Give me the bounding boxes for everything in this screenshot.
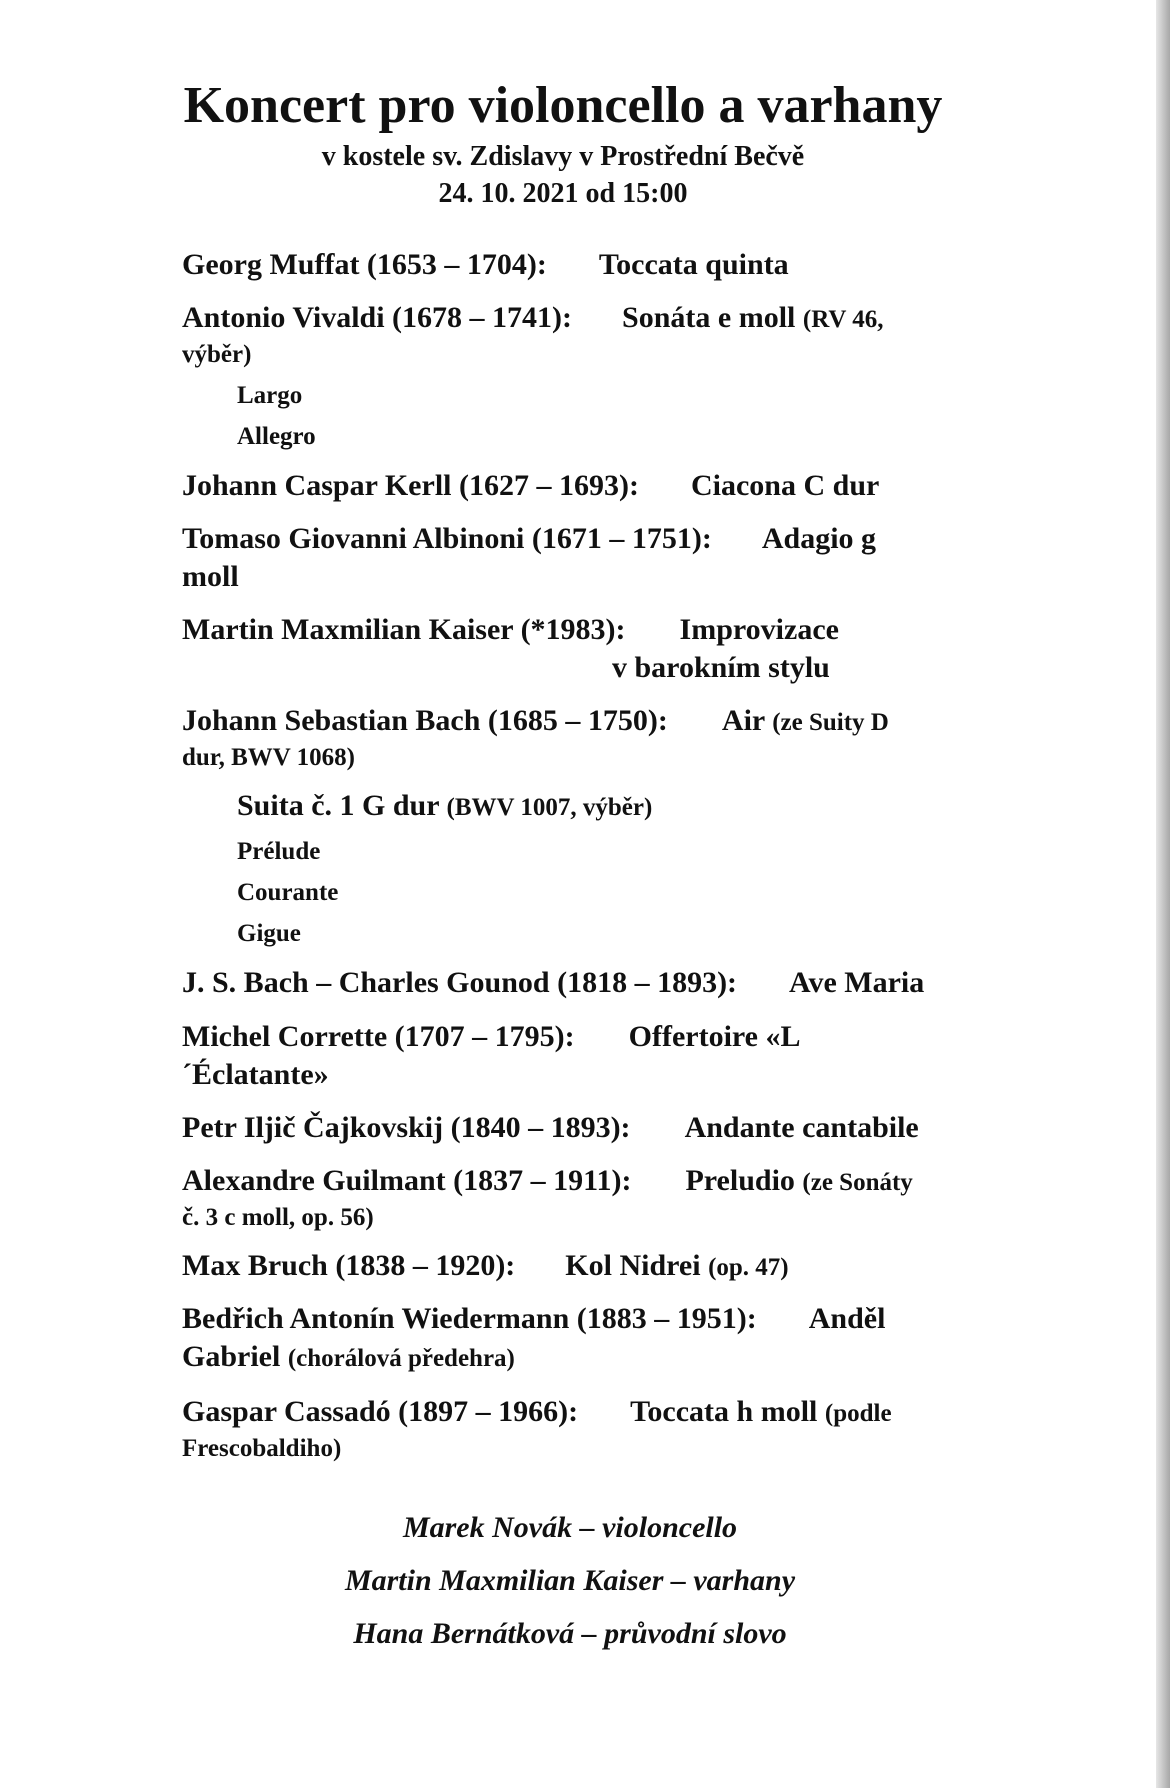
work-title: Toccata h moll xyxy=(630,1395,818,1428)
work-note: (ze Sonáty xyxy=(802,1169,913,1196)
composer: Max Bruch (1838 – 1920): xyxy=(182,1249,516,1282)
program-item-corrette xyxy=(182,1018,972,1056)
movement: Largo xyxy=(237,382,303,409)
suite-title: Suita č. 1 G dur xyxy=(237,789,439,822)
program-item-kaiser xyxy=(182,611,972,649)
composer: Michel Corrette (1707 – 1795): xyxy=(182,1020,575,1053)
composer: Bedřich Antonín Wiedermann (1883 – 1951): xyxy=(182,1302,757,1335)
work-note: (ze Suity D xyxy=(772,709,889,736)
composer: J. S. Bach – Charles Gounod (1818 – 1893): xyxy=(182,966,738,999)
program-item-cassado xyxy=(182,1393,972,1433)
movement: Prélude xyxy=(237,838,321,865)
composer: Gaspar Cassadó (1897 – 1966): xyxy=(182,1395,579,1428)
work-note: (op. 47) xyxy=(708,1254,789,1281)
work-title-continued: moll xyxy=(182,560,239,593)
suite-note: (BWV 1007, výběr) xyxy=(446,794,653,821)
work-title: Toccata quinta xyxy=(598,248,789,281)
program-item-vivaldi xyxy=(182,299,972,339)
program-item-muffat xyxy=(182,246,972,284)
composer: Antonio Vivaldi (1678 – 1741): xyxy=(182,301,573,334)
performer-line: Marek Novák – violoncello xyxy=(402,1511,738,1544)
work-title-rest: Gabriel xyxy=(182,1340,281,1373)
work-title-continued: ´Éclatante» xyxy=(182,1058,329,1091)
work-note-continued: Frescobaldiho) xyxy=(182,1435,342,1462)
work-title: Ciacona C dur xyxy=(690,469,880,502)
work-note-continued: č. 3 c moll, op. 56) xyxy=(182,1204,374,1231)
concert-title: Koncert pro violoncello a varhany xyxy=(183,77,943,134)
composer: Johann Caspar Kerll (1627 – 1693): xyxy=(182,469,639,502)
work-note: (podle xyxy=(824,1400,892,1427)
program-item-wiedermann xyxy=(182,1300,972,1338)
work-note-continued: výběr) xyxy=(182,341,252,368)
composer: Alexandre Guilmant (1837 – 1911): xyxy=(182,1164,632,1197)
page-edge-shadow xyxy=(1156,0,1170,1788)
movement: Allegro xyxy=(237,423,316,450)
work-note: (RV 46, xyxy=(802,306,884,333)
work-title: Ave Maria xyxy=(789,966,925,999)
performer-line: Martin Maxmilian Kaiser – varhany xyxy=(344,1564,796,1597)
work-note-continued: dur, BWV 1068) xyxy=(182,744,355,771)
work-title: Kol Nidrei xyxy=(565,1249,701,1282)
work-title: Andante cantabile xyxy=(684,1111,919,1144)
composer: Martin Maxmilian Kaiser (*1983): xyxy=(182,613,626,646)
program-item-albinoni xyxy=(182,520,972,558)
work-note: (chorálová předehra) xyxy=(287,1345,515,1372)
work-title: Adagio g xyxy=(761,522,877,555)
movement: Gigue xyxy=(237,920,301,947)
work-title: Offertoire «L xyxy=(628,1020,801,1053)
movement: Courante xyxy=(237,879,339,906)
composer: Petr Iljič Čajkovskij (1840 – 1893): xyxy=(182,1111,631,1144)
work-title: Anděl xyxy=(808,1302,886,1335)
composer: Georg Muffat (1653 – 1704): xyxy=(182,248,547,281)
program-item-tchaikovsky xyxy=(182,1109,972,1147)
work-title: Improvizace xyxy=(679,613,839,646)
work-title-continued xyxy=(182,1338,972,1378)
date-time: 24. 10. 2021 od 15:00 xyxy=(438,178,688,209)
work-title-continued: v barokním stylu xyxy=(612,651,830,684)
program-item-gounod xyxy=(182,964,972,1002)
performer-line: Hana Bernátková – průvodní slovo xyxy=(353,1617,787,1650)
work-title: Preludio xyxy=(685,1164,795,1197)
program-item-guilmant xyxy=(182,1162,972,1202)
composer: Tomaso Giovanni Albinoni (1671 – 1751): xyxy=(182,522,712,555)
work-title: Sonáta e moll xyxy=(622,301,796,334)
program-item-kerll xyxy=(182,467,972,505)
program-item-bruch xyxy=(182,1247,972,1287)
work-title: Air xyxy=(721,704,765,737)
program-item-bach xyxy=(182,702,972,742)
bach-suite xyxy=(237,787,1027,827)
venue-line: v kostele sv. Zdislavy v Prostřední Bečvě xyxy=(321,141,805,172)
composer: Johann Sebastian Bach (1685 – 1750): xyxy=(182,704,668,737)
